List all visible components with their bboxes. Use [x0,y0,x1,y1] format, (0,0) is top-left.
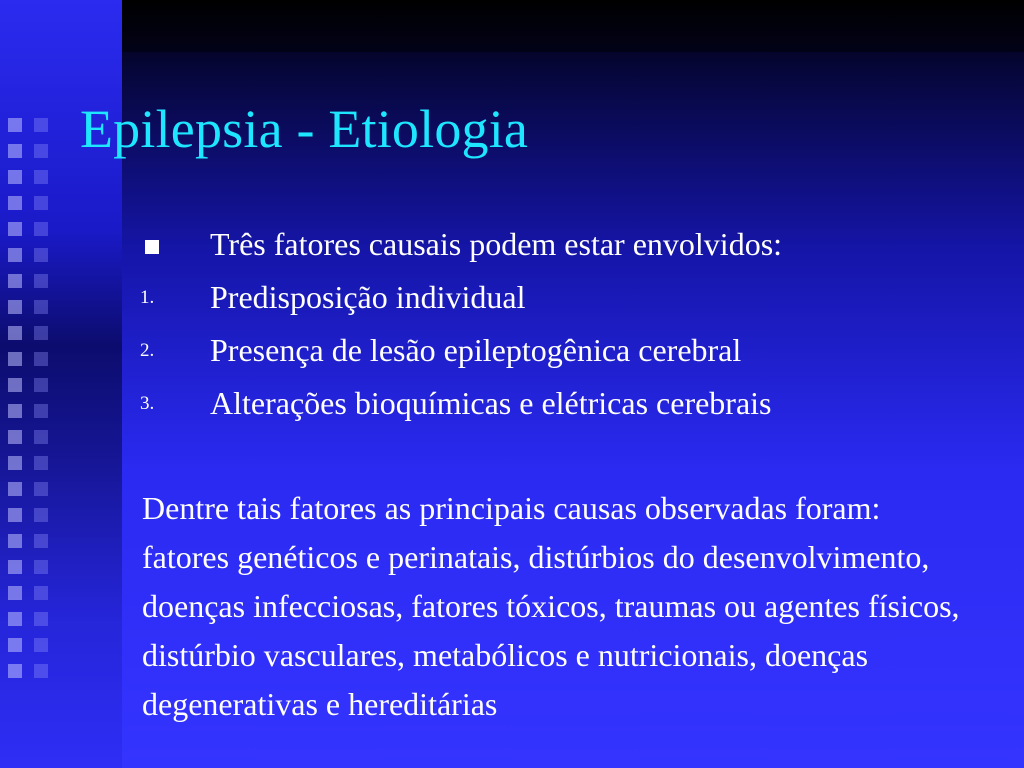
decorative-square [8,144,22,158]
list-item [140,328,1000,381]
list-item-text: Predisposição individual [210,279,526,315]
decorative-square [8,170,22,184]
slide-title: Epilepsia - Etiologia [80,99,529,159]
decorative-square [8,378,22,392]
list-item-number: 1. [140,287,155,308]
decorative-square [8,560,22,574]
list-item-text: Três fatores causais podem estar envolvidos: [210,226,783,262]
decorative-square [8,456,22,470]
decorative-square [8,352,22,366]
decorative-squares-column [34,118,48,690]
decorative-square [8,534,22,548]
list-item-number: 3. [140,393,155,414]
decorative-square [34,508,48,522]
decorative-square [34,222,48,236]
decorative-square [34,274,48,288]
list-item-number: 2. [140,340,155,361]
decorative-square [34,404,48,418]
decorative-square [8,300,22,314]
decorative-square [8,508,22,522]
decorative-square [34,118,48,132]
list-item-text: Alterações bioquímicas e elétricas cerebrais [210,385,772,421]
decorative-square [8,248,22,262]
decorative-square [34,248,48,262]
decorative-square [8,326,22,340]
decorative-square [8,222,22,236]
decorative-square [8,196,22,210]
decorative-square [34,196,48,210]
decorative-squares-column [8,118,22,690]
decorative-square [8,638,22,652]
decorative-square [8,404,22,418]
decorative-square [34,430,48,444]
cause-list [140,222,1000,434]
decorative-square [8,586,22,600]
decorative-square [34,378,48,392]
decorative-square [34,586,48,600]
decorative-square [34,326,48,340]
decorative-square [8,430,22,444]
decorative-square [8,118,22,132]
decorative-square [34,144,48,158]
decorative-square [8,482,22,496]
causes-paragraph: Dentre tais fatores as principais causas observadas foram: fatores genéticos e perinatais, distúrbios do desenvolvimento, doenças infecciosas, fatores tóxicos, traumas ou agentes físicos, distúrbio vasculares, metabólicos e nutricionais, doenças degenerativas e hereditárias [142,490,960,722]
list-item-text: Presença de lesão epileptogênica cerebral [210,332,742,368]
list-item [140,275,1000,328]
decorative-square [34,534,48,548]
decorative-square [34,170,48,184]
decorative-square [34,300,48,314]
decorative-square [8,664,22,678]
decorative-square [34,482,48,496]
decorative-top-band [122,0,1024,52]
decorative-square [8,274,22,288]
decorative-square [34,352,48,366]
decorative-square [34,456,48,470]
list-item [140,381,1000,434]
decorative-square [34,638,48,652]
list-item [140,222,1000,275]
decorative-square [34,560,48,574]
decorative-square [34,612,48,626]
decorative-square [8,612,22,626]
decorative-square [34,664,48,678]
